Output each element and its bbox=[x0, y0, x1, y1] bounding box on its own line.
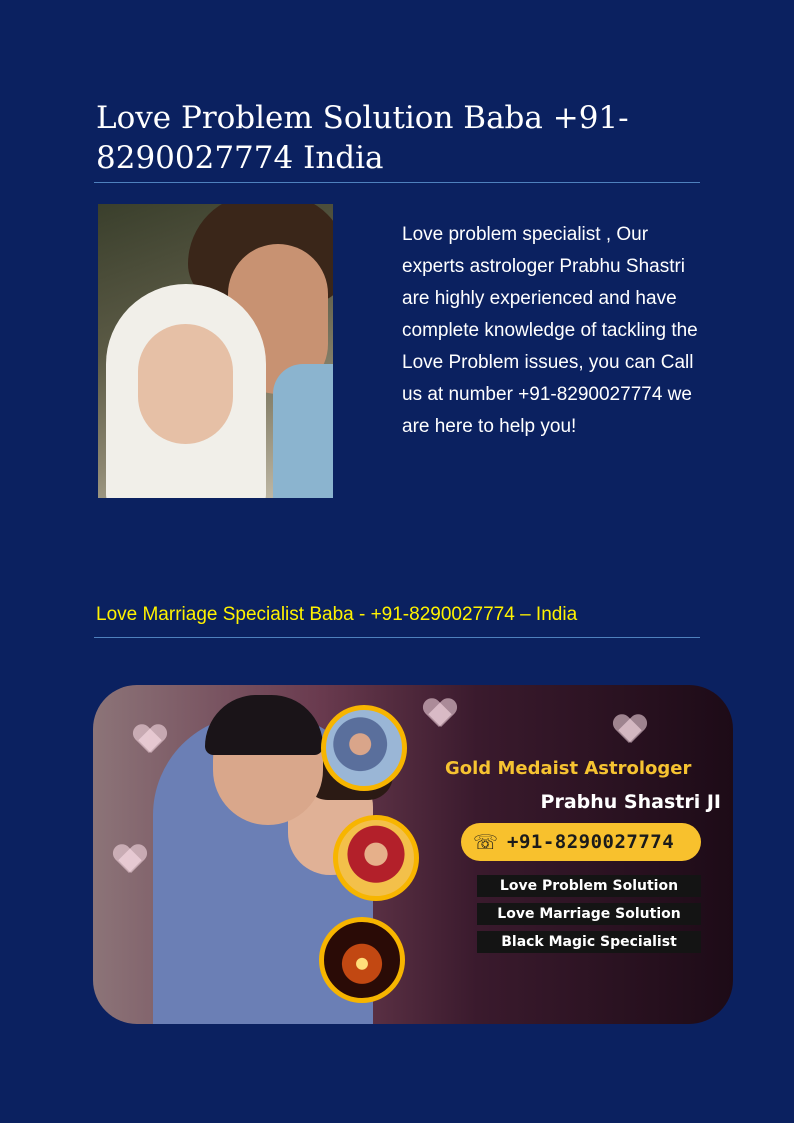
heart-icon bbox=[613, 715, 647, 745]
phone-ringing-icon: ☏ bbox=[473, 830, 499, 854]
heart-icon bbox=[133, 725, 167, 755]
heart-icon bbox=[113, 845, 147, 875]
astrologer-banner bbox=[93, 685, 733, 1024]
title-divider bbox=[94, 182, 700, 183]
heart-icon bbox=[423, 699, 457, 729]
service-love-marriage: Love Marriage Solution bbox=[477, 903, 701, 925]
phone-number: +91-8290027774 bbox=[507, 831, 675, 853]
banner-headline: Gold Medaist Astrologer bbox=[445, 758, 692, 779]
couple-thumbnail bbox=[321, 705, 407, 791]
intro-paragraph: Love problem specialist , Our experts astrologer Prabhu Shastri are highly experienced and have complete knowledge of tackling the Love Problem issues, you can Call us at number +91-8290027774 we are here to help you! bbox=[402, 224, 698, 437]
wedding-thumbnail bbox=[333, 815, 419, 901]
astrologer-name: Prabhu Shastri JI bbox=[540, 791, 721, 813]
phone-badge bbox=[461, 823, 701, 861]
section-heading: Love Marriage Specialist Baba - +91-8290027774 – India bbox=[96, 604, 578, 625]
section-divider bbox=[94, 637, 700, 638]
ritual-fire-thumbnail bbox=[319, 917, 405, 1003]
couple-photo bbox=[98, 204, 333, 498]
service-love-problem: Love Problem Solution bbox=[477, 875, 701, 897]
service-black-magic: Black Magic Specialist bbox=[477, 931, 701, 953]
page-title: Love Problem Solution Baba +91-8290027774 India bbox=[96, 100, 629, 176]
